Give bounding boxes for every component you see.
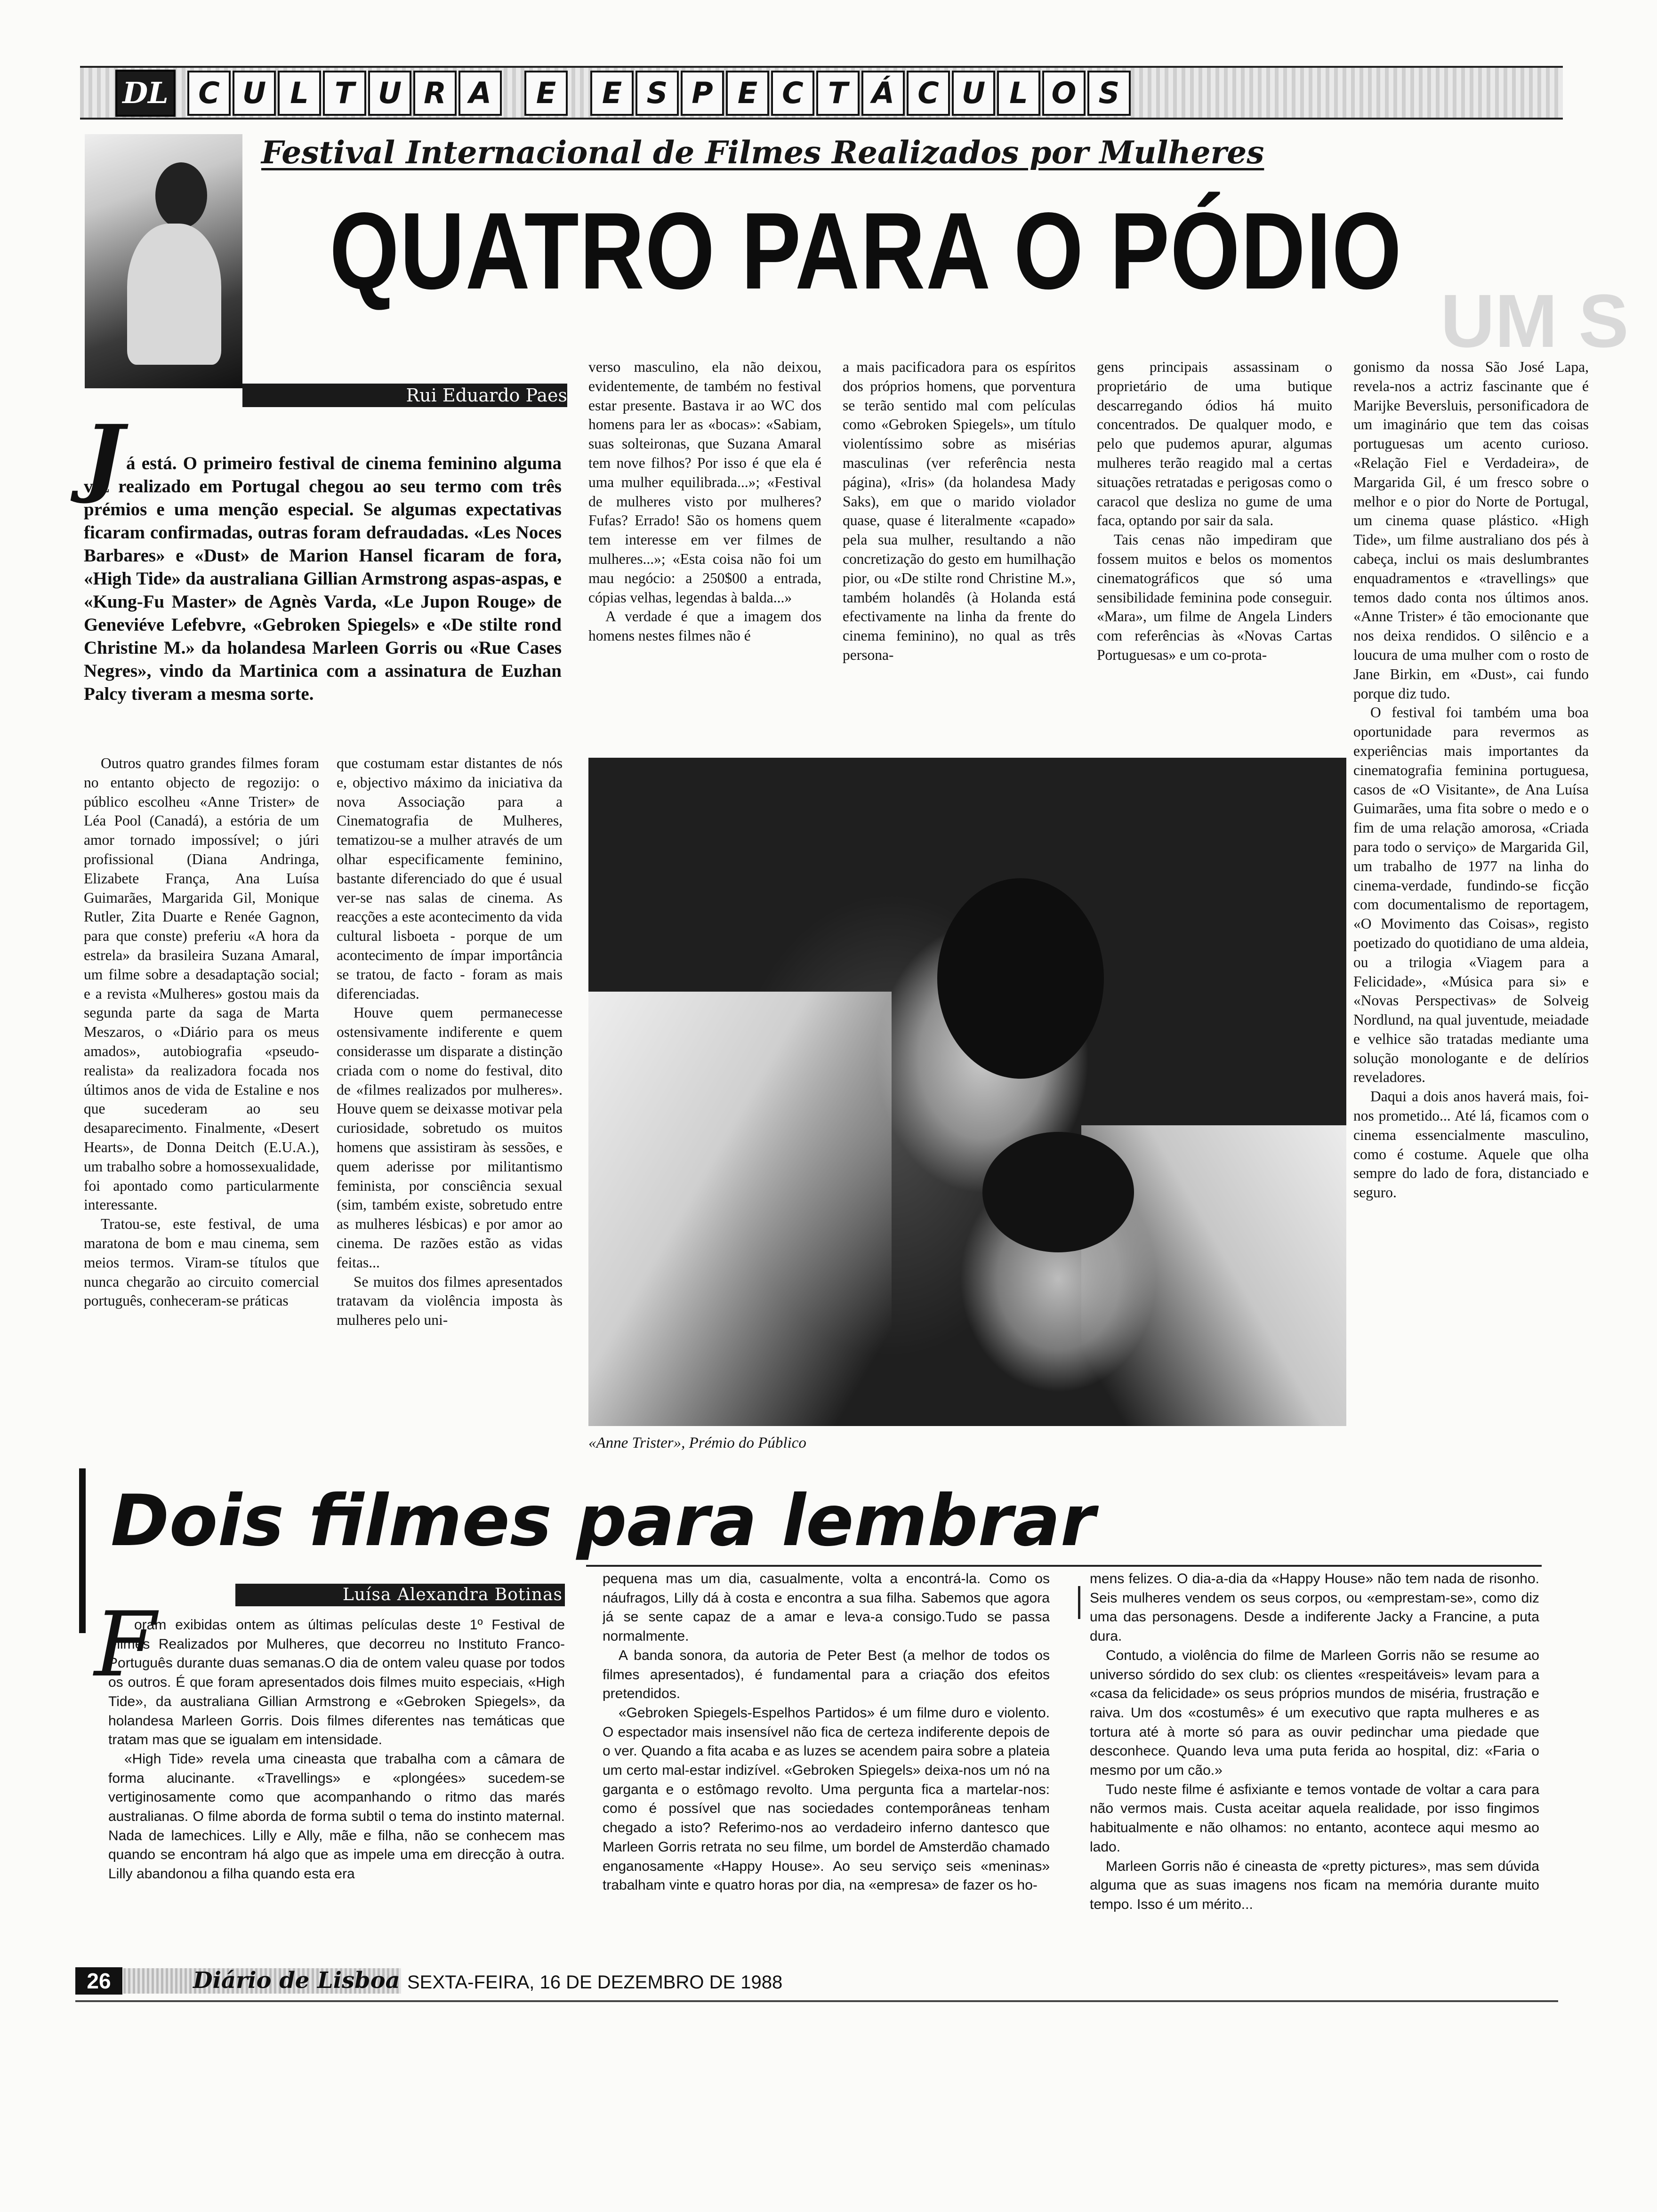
column-top-rule [586, 1565, 1542, 1567]
section-title-letter: C [771, 71, 814, 116]
section-title-letter: E [726, 71, 769, 116]
paragraph: O festival foi também uma boa oportunidade para revermos as experiências mais importantes da cinematografia feminina portuguesa, casos de «O Visitante», de Ana Luísa Guimarães, uma fita sobre o medo e o fim de uma relação amorosa, «Criada para todo o serviço» de Margarida Gil, um trabalho de 1977 na linha do cinema-verdade, fundindo-se ficção com documentalismo de reportagem, «O Movimento das Coisas», registo poetizado do quotidiano de uma aldeia, ou a trilogia «Viagem para a Felicidade», «Música para si» e «Novas Perspectivas» de Solveig Nordlund, na qual juventude, meiadade e velhice são tratadas mediante uma solução monologante e de delírios reveladores. [1353, 704, 1589, 1086]
photo-caption: «Anne Trister», Prémio do Público [588, 1435, 806, 1451]
paragraph: A banda sonora, da autoria de Peter Best (a melhor de todos os filmes apresentados), é fundamental para a criação dos efeitos pretendidos. [603, 1647, 1050, 1702]
section-title-letter [504, 71, 523, 112]
paragraph: pequena mas um dia, casualmente, volta a encontrá-la. Como os náufragos, Lilly dá à costa e encontra a sua filha. Sabemos que agora já se sente capaz de a amar e leva-a consigo.Tudo se passa normalmente. [603, 1571, 1050, 1644]
section-title-letter: O [1042, 71, 1086, 116]
paragraph: Se muitos dos filmes apresentados tratavam da violência imposta às mulheres pelo uni- [337, 1273, 563, 1329]
paragraph: oram exibidas ontem as últimas películas deste 1º Festival de Filmes Realizados por Mulheres, que decorreu no Instituto Franco-Português durante duas semanas.O dia de ontem valeu quase por todos os outros. É que foram apresentados dois filmes muito especiais, «High Tide», da australiana Gillian Armstrong e «Gebroken Spiegels», da holandesa Marleen Gorris. Dois filmes diferentes nas temáticas que tratam mas que se igualam em intensidade. [108, 1617, 565, 1748]
article-column-1 [84, 754, 319, 1455]
section-title-letter: C [907, 71, 950, 116]
section-title [187, 71, 1131, 116]
article-byline: Rui Eduardo Paes [406, 385, 567, 406]
paragraph: gens principais assassinam o proprietário de uma butique descarregando ódios há muito concentrados. De qualquer modo, e pelo que pudemos apurar, algumas mulheres terão reagido mal a certas situações retratadas e perigosas como o caracol que desliza no gume de uma faca, optando por sair da sala. [1097, 359, 1332, 529]
section-title-letter: U [952, 71, 995, 116]
section-title-letter: P [681, 71, 724, 116]
paragraph: mens felizes. O dia-a-dia da «Happy House» não tem nada de risonho. Seis mulheres vendem os seus corpos, ou «emprestam-se», como diz uma das personagens. Desde a indiferente Jacky a Francine, a puta dura. [1090, 1571, 1539, 1644]
section-title-letter: L [997, 71, 1040, 116]
article-kicker: Festival Internacional de Filmes Realizados por Mulheres [261, 134, 1264, 171]
film-still-photo [588, 758, 1346, 1426]
newspaper-name: Diário de Lisboa [193, 1967, 400, 1994]
article2-column-3 [1090, 1570, 1539, 1960]
paragraph: Tudo neste filme é asfixiante e temos vontade de voltar a cara para não vermos mais. Custa aceitar aquela realidade, por isso fingimos habitualmente e não olhamos: no entanto, acontece aqui mesmo ao lado. [1090, 1781, 1539, 1855]
section-title-letter: T [323, 71, 366, 116]
article-column-5 [1097, 358, 1332, 753]
article-column-4 [843, 358, 1076, 753]
section-title-letter: Á [861, 71, 905, 116]
paragraph: gonismo da nossa São José Lapa, revela-nos a actriz fascinante que é Marijke Beversluis, personificadora de um imaginário que tem das coisas portuguesas um acento curioso. «Relação Fiel e Verdadeira», de Margarida Gil, é um fresco sobre o melhor e o pior do Norte de Portugal, um cinema quase plástico. «High Tide», um filme australiano dos pés à cabeça, inclui os mais deslumbrantes enquadramentos e «travellings» que temos dado conta nos últimos anos. «Anne Trister» é tão emocionante que nos deixa rendidos. O silêncio e a loucura de uma mulher com o rosto de Jane Birkin, em «Dust», cai fundo porque diz tudo. [1353, 359, 1589, 702]
section-title-letter: U [368, 71, 411, 116]
paragraph: Daqui a dois anos haverá mais, foi-nos prometido... Até lá, ficamos com o cinema essencialmente masculino, como é costume. Aquele que olha sempre do lado de fora, distanciado e seguro. [1353, 1088, 1589, 1201]
section-title-letter: R [413, 71, 457, 116]
footer-rule [75, 2000, 1558, 2002]
section-title-letter: A [458, 71, 502, 116]
article-column-2 [337, 754, 563, 1455]
section-title-letter: C [187, 71, 231, 116]
section-title-letter [570, 71, 588, 112]
drop-cap: J [84, 407, 124, 506]
article2-column-1 [108, 1616, 565, 1959]
drop-cap-2: F [94, 1593, 156, 1697]
bleed-through-text: UM S [1440, 279, 1629, 363]
article-byline-2: Luísa Alexandra Botinas [342, 1585, 563, 1604]
paragraph: Houve quem permanecesse ostensivamente indiferente e quem considerasse um disparate a distinção criada com o nome do festival, dito de «filmes realizados por mulheres». Houve quem se deixasse motivar pela curiosidade, sobretudo os muitos homens que assistiram às sessões, e quem aderisse por militantismo feminista, por consciência sexual (sim, também existe, sobretudo entre as mulheres lésbicas) e por amor ao cinema. De razões estão as vidas feitas... [337, 1004, 563, 1271]
article-column-3 [588, 358, 821, 753]
paragraph: Tratou-se, este festival, de uma maratona de bom e mau cinema, sem meios termos. Viram-se títulos que nunca chegarão ao circuito comercial português, conheceram-se práticas [84, 1216, 319, 1309]
paragraph: a mais pacificadora para os espíritos dos próprios homens, que porventura se terão sentido mal com películas como «Gebroken Spiegels», um título violentíssimo sobre as misérias masculinas (ver referência nesta página), «Iris» (da holandesa Mady Saks), em que o marido violador quase, quase é literalmente «capado» pela sua mulher, resultando a não concretização do gesto em humilhação pior, ou «De stilte rond Christine M.», também holandês (à Holanda está efectivamente na linha da frente do cinema feminino), no qual as três persona- [843, 359, 1076, 663]
article2-column-2 [603, 1570, 1050, 1960]
article-side-rule [79, 1468, 86, 1633]
paragraph: que costumam estar distantes de nós e, objectivo máximo da iniciativa da nova Associação para a Cinematografia de Mulheres, tematizou-se a mulher através de um olhar especificamente feminino, bastante diferenciado do que é usual ver-se nas salas de cinema. As reacções a este acontecimento da vida cultural lisboeta - porque de um acontecimento de ímpar importância se tratou, de facto - foram as mais diferenciadas. [337, 755, 563, 1002]
section-title-letter: U [233, 71, 276, 116]
section-title-letter: S [635, 71, 679, 116]
section-title-letter: L [278, 71, 321, 116]
paragraph: Outros quatro grandes filmes foram no entanto objecto de regozijo: o público escolheu «Anne Trister» de Léa Pool (Canadá), a estória de um amor tornado impossível; o júri profissional (Diana Andringa, Elizabete França, Ana Luísa Guimarães, Margarida Gil, Monique Rutler, Zita Duarte e Renée Gagnon, para que conste) preferiu «A hora da estrela» da brasileira Suzana Amaral, um filme sobre a desadaptação social; e a revista «Mulheres» gostou mais da segunda parte da saga de Marta Meszaros, o «Diário para os meus amados», autobiografia «pseudo-realista» da realizadora focada nos últimos anos de vida de Estaline e nos que sucederam ao seu desaparecimento. Finalmente, «Desert Hearts», de Donna Deitch (E.U.A.), um trabalho sobre a homossexualidade, foi apontado como particularmente interessante. [84, 755, 319, 1213]
column-divider [1078, 1586, 1080, 1619]
paragraph: A verdade é que a imagem dos homens nestes filmes não é [588, 608, 821, 644]
paragraph: «Gebroken Spiegels-Espelhos Partidos» é um filme duro e violento. O espectador mais insensível não fica de certeza indiferente depois de o ver. Quando a fita acaba e as luzes se acendem paira sobre a plateia um certo mal-estar indizível. «Gebroken Spiegels» deixa-nos um nó na garganta e o estômago revolto. Uma pergunta fica a martelar-nos: como é possível que nas sociedades contemporâneas tenham chegado a isto? Referimo-nos ao verdadeiro inferno dantesco que Marleen Gorris retrata no seu filme, um bordel de Amsterdão chamado enganosamente «Happy House». Ao seu serviço seis «meninas» trabalham vinte e quatro horas por dia, na «empresa» de fazer os ho- [603, 1705, 1050, 1893]
article-column-6 [1353, 358, 1589, 1454]
section-title-letter: S [1087, 71, 1131, 116]
paragraph: Marleen Gorris não é cineasta de «pretty pictures», mas sem dúvida alguma que as suas imagens nos ficam na memória durante muito tempo. Isso é um mérito... [1090, 1858, 1539, 1912]
article-lead: á está. O primeiro festival de cinema feminino alguma vez realizado em Portugal chegou ao seu termo com três prémios e uma menção especial. Se algumas expectativas ficaram confirmadas, outras foram defraudadas. «Les Noces Barbares» e «Dust» de Marion Hansel ficaram de fora, «High Tide» da australiana Gillian Armstrong aspas-aspas, e «Kung-Fu Master» de Agnès Varda, «Le Jupon Rouge» de Geneviéve Lefebvre, «Gebroken Spiegels» e «De stilte rond Christine M.» da holandesa Marleen Gorris ou «Rue Cases Negres», vindo da Martinica com a assinatura de Euzhan Palcy tiveram a mesma sorte. [84, 453, 562, 704]
newspaper-logo: DL [115, 70, 176, 117]
paragraph: Contudo, a violência do filme de Marleen Gorris não se resume ao universo sórdido do sex club: os clientes «respeitáveis» levam para a «casa da felicidade» os seus próprios mundos de miséria, frustração e raiva. Um dos «costumês» é um executivo que rapta mulheres e as tortura até à morte só para as ouvir pedinchar uma piedade que desconhece. Quando leva uma puta ferida ao hospital, diz: «Faria o mesmo por um cão.» [1090, 1647, 1539, 1779]
section-title-letter: E [590, 71, 634, 116]
section-title-letter: E [524, 71, 568, 116]
paragraph: «High Tide» revela uma cineasta que trabalha com a câmara de forma alucinante. «Travellings» e «plongées» sucedem-se vertiginosamente como que acompanhando o ritmo das marés australianas. O filme aborda de forma subtil o tema do instinto maternal. Nada de lamechices. Lilly e Ally, mãe e filha, não se conhecem mas quando se encontram há algo que as impele uma em direcção à outra. Lilly abandonou a filha quando esta era [108, 1751, 565, 1882]
paragraph: verso masculino, ela não deixou, evidentemente, de também no festival estar presente. Bastava ir ao WC dos homens para ler as «bocas»: «Sabiam, suas solteironas, que Suzana Amaral tem nove filhos? Por isso é que ela é uma mulher equilibrada...»; «Festival de mulheres visto por mulheres? Fufas? Errado! São os homens quem tem interesse em ver filmes de mulheres...»; «Esta coisa não foi um mau negócio: a 250$00 a entrada, cópias velhas, legendas à balda...» [588, 359, 821, 606]
section-title-letter: T [816, 71, 860, 116]
article-headline: QUATRO PARA O PÓDIO [330, 190, 1402, 312]
paragraph: Tais cenas não impediram que fossem muitos e belos os momentos cinematográficos que só uma sensibilidade feminina pode conseguir. «Mara», um filme de Angela Linders com referências às «Novas Cartas Portuguesas» e um co-prota- [1097, 531, 1332, 663]
article-headline-2: Dois filmes para lembrar [111, 1480, 1095, 1562]
portrait-photo [85, 134, 242, 388]
page-number: 26 [87, 1969, 111, 1993]
dateline: SEXTA-FEIRA, 16 DE DEZEMBRO DE 1988 [407, 1972, 783, 1993]
